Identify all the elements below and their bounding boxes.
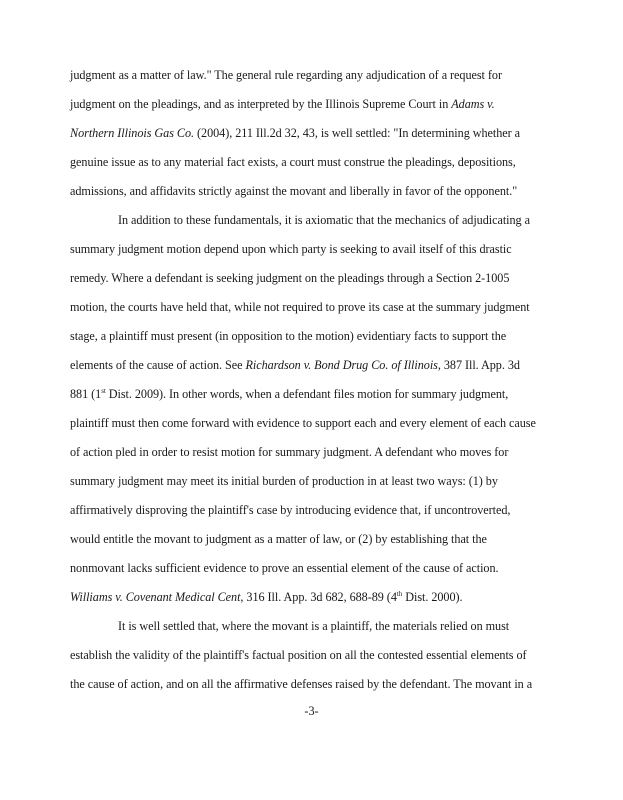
line-text: plaintiff must then come forward with evidence to support each and every element of each cause: [70, 416, 536, 430]
ordinal-superscript: st: [101, 386, 106, 395]
text-line: [70, 299, 530, 315]
text-line: [70, 444, 508, 460]
line-text: summary judgment motion depend upon which party is seeking to avail itself of this drastic: [70, 242, 512, 256]
line-text: 881 (1: [70, 387, 102, 401]
line-text: judgment as a matter of law." The general rule regarding any adjudication of a request for: [70, 68, 502, 82]
text-line: [70, 357, 520, 373]
text-line: [118, 212, 530, 228]
text-line: [70, 125, 520, 141]
line-text: Dist. 2000).: [402, 590, 463, 604]
text-line: [70, 560, 499, 576]
text-line: [70, 241, 512, 257]
text-line: [70, 502, 510, 518]
line-text: summary judgment may meet its initial burden of production in at least two ways: (1) by: [70, 474, 498, 488]
line-text: judgment on the pleadings, and as interpreted by the Illinois Supreme Court in: [70, 97, 452, 111]
line-text: nonmovant lacks sufficient evidence to prove an essential element of the cause of action.: [70, 561, 499, 575]
line-text: of action pled in order to resist motion for summary judgment. A defendant who moves for: [70, 445, 509, 459]
line-text: remedy. Where a defendant is seeking judgment on the pleadings through a Section 2-1005: [70, 271, 510, 285]
line-text: would entitle the movant to judgment as a matter of law, or (2) by establishing that the: [70, 532, 487, 546]
text-line: [70, 67, 502, 83]
line-text: In addition to these fundamentals, it is axiomatic that the mechanics of adjudicating a: [118, 213, 530, 227]
text-line: [70, 386, 508, 402]
text-line: [70, 154, 516, 170]
text-line: [70, 473, 498, 489]
line-text: affirmatively disproving the plaintiff's case by introducing evidence that, if uncontroverted,: [70, 503, 511, 517]
text-line: [70, 647, 527, 663]
line-text: It is well settled that, where the movant is a plaintiff, the materials relied on must: [118, 619, 510, 633]
text-line: [70, 676, 532, 692]
line-text: establish the validity of the plaintiff's factual position on all the contested essential elements of: [70, 648, 527, 662]
text-line: [70, 589, 463, 605]
page-number: -3-: [304, 704, 319, 718]
line-text: admissions, and affidavits strictly against the movant and liberally in favor of the opponent.": [70, 184, 518, 198]
text-line: [70, 328, 506, 344]
line-text: elements of the cause of action. See: [70, 358, 246, 372]
text-line: [70, 531, 487, 547]
line-text: (2004), 211 Ill.2d 32, 43, is well settled: "In determining whether a: [194, 126, 520, 140]
case-citation: Richardson v. Bond Drug Co. of Illinois: [245, 358, 438, 372]
text-line: [70, 183, 517, 199]
text-line: [70, 415, 536, 431]
line-text: genuine issue as to any material fact exists, a court must construe the pleadings, depositions,: [70, 155, 516, 169]
line-text: stage, a plaintiff must present (in opposition to the motion) evidentiary facts to support the: [70, 329, 507, 343]
line-text: , 387 Ill. App. 3d: [437, 358, 520, 372]
line-text: , 316 Ill. App. 3d 682, 688-89 (4: [240, 590, 397, 604]
line-text: Dist. 2009). In other words, when a defendant files motion for summary judgment,: [105, 387, 509, 401]
ordinal-superscript: th: [396, 589, 403, 598]
text-line: [70, 96, 495, 112]
case-citation: Northern Illinois Gas Co.: [70, 126, 195, 140]
case-citation: Williams v. Covenant Medical Cent: [70, 590, 241, 604]
case-citation: Adams v.: [451, 97, 495, 111]
line-text: motion, the courts have held that, while not required to prove its case at the summary judgment: [70, 300, 530, 314]
text-line: [70, 270, 509, 286]
text-line: [118, 618, 509, 634]
line-text: the cause of action, and on all the affirmative defenses raised by the defendant. The movant in a: [70, 677, 533, 691]
